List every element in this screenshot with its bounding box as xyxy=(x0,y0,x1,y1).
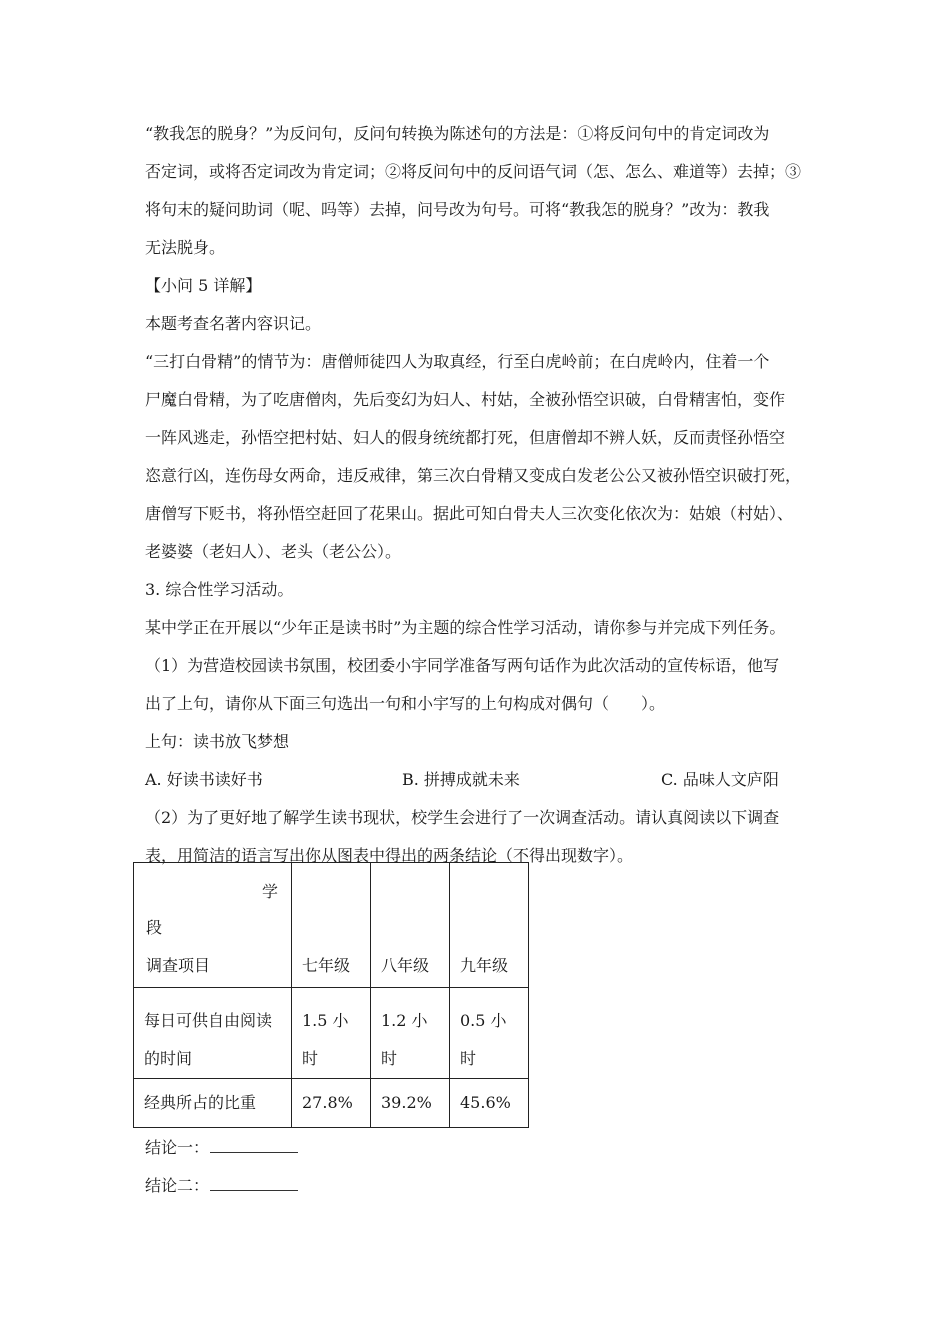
paragraph-line: 恣意行凶，连伤母女两命，违反戒律，第三次白骨精又变成白发老公公又被孙悟空识破打死， xyxy=(145,466,802,485)
survey-table xyxy=(133,862,529,1128)
paragraph-line: 本题考查名著内容识记。 xyxy=(145,314,322,333)
conclusion-one-blank[interactable] xyxy=(210,1138,298,1153)
question-title: 3. 综合性学习活动。 xyxy=(145,580,294,599)
grade-9-header: 九年级 xyxy=(450,863,529,988)
option-b: B. 拼搏成就未来 xyxy=(402,770,520,789)
cell-grade-8-classics: 39.2% xyxy=(371,1079,450,1128)
header-grade-label-part2: 段 xyxy=(146,918,163,937)
paragraph-line: 将句末的疑问助词（呢、吗等）去掉，问号改为句号。可将“教我怎的脱身？”改为：教我 xyxy=(145,200,770,219)
conclusion-one-label: 结论一： xyxy=(145,1138,210,1157)
cell-grade-9-time: 0.5 小 时 xyxy=(450,988,529,1079)
cell-grade-7-time: 1.5 小 时 xyxy=(292,988,371,1079)
paragraph-line: 表，用简洁的语言写出你从图表中得出的两条结论（不得出现数字）。 xyxy=(145,846,634,865)
table-header-row xyxy=(134,863,529,988)
header-grade-label-part1: 学 xyxy=(262,882,279,901)
row-label-classics-share: 经典所占的比重 xyxy=(134,1079,292,1128)
paragraph-line: 某中学正在开展以“少年正是读书时”为主题的综合性学习活动，请你参与并完成下列任务。 xyxy=(145,618,786,637)
table-row xyxy=(134,1079,529,1128)
paragraph-line: 无法脱身。 xyxy=(145,238,226,257)
paragraph-line: 否定词，或将否定词改为肯定词；②将反问句中的反问语气词（怎、怎么、难道等）去掉；③ xyxy=(145,162,802,181)
conclusion-one xyxy=(145,1138,298,1158)
conclusion-two-blank[interactable] xyxy=(210,1176,298,1191)
paragraph-line: （1）为营造校园读书氛围，校团委小宇同学准备写两句话作为此次活动的宣传标语，他写 xyxy=(145,656,780,675)
row-label-reading-time: 每日可供自由阅读 的时间 xyxy=(134,988,292,1079)
section-title: 【小问 5 详解】 xyxy=(145,276,262,295)
conclusion-two-label: 结论二： xyxy=(145,1176,210,1195)
upper-line-prompt: 上句：读书放飞梦想 xyxy=(145,732,290,751)
paragraph-line: 出了上句，请你从下面三句选出一句和小宇写的上句构成对偶句（ ）。 xyxy=(145,694,666,713)
paragraph-line: 一阵风逃走，孙悟空把村姑、妇人的假身统统都打死，但唐僧却不辨人妖，反而责怪孙悟空 xyxy=(145,428,786,447)
grade-7-header: 七年级 xyxy=(292,863,371,988)
cell-grade-8-time: 1.2 小 时 xyxy=(371,988,450,1079)
grade-8-header: 八年级 xyxy=(371,863,450,988)
cell-grade-7-classics: 27.8% xyxy=(292,1079,371,1128)
option-a: A. 好读书读好书 xyxy=(145,770,263,789)
conclusion-two xyxy=(145,1176,298,1196)
paragraph-line: 老婆婆（老妇人）、老头（老公公）。 xyxy=(145,542,402,561)
paragraph-line: 尸魔白骨精，为了吃唐僧肉，先后变幻为妇人、村姑，全被孙悟空识破，白骨精害怕，变作 xyxy=(145,390,786,409)
paragraph-line: 唐僧写下贬书，将孙悟空赶回了花果山。据此可知白骨夫人三次变化依次为：姑娘（村姑）、 xyxy=(145,504,794,523)
header-item-label: 调查项目 xyxy=(146,956,211,975)
cell-grade-9-classics: 45.6% xyxy=(450,1079,529,1128)
table-row xyxy=(134,988,529,1079)
diagonal-header-cell xyxy=(134,863,292,988)
paragraph-line: （2）为了更好地了解学生读书现状，校学生会进行了一次调查活动。请认真阅读以下调查 xyxy=(145,808,780,827)
paragraph-line: “三打白骨精”的情节为：唐僧师徒四人为取真经，行至白虎岭前；在白虎岭内，住着一个 xyxy=(145,352,770,371)
paragraph-line: “教我怎的脱身？”为反问句，反问句转换为陈述句的方法是：①将反问句中的肯定词改为 xyxy=(145,124,770,143)
option-c: C. 品味人文庐阳 xyxy=(661,770,779,789)
